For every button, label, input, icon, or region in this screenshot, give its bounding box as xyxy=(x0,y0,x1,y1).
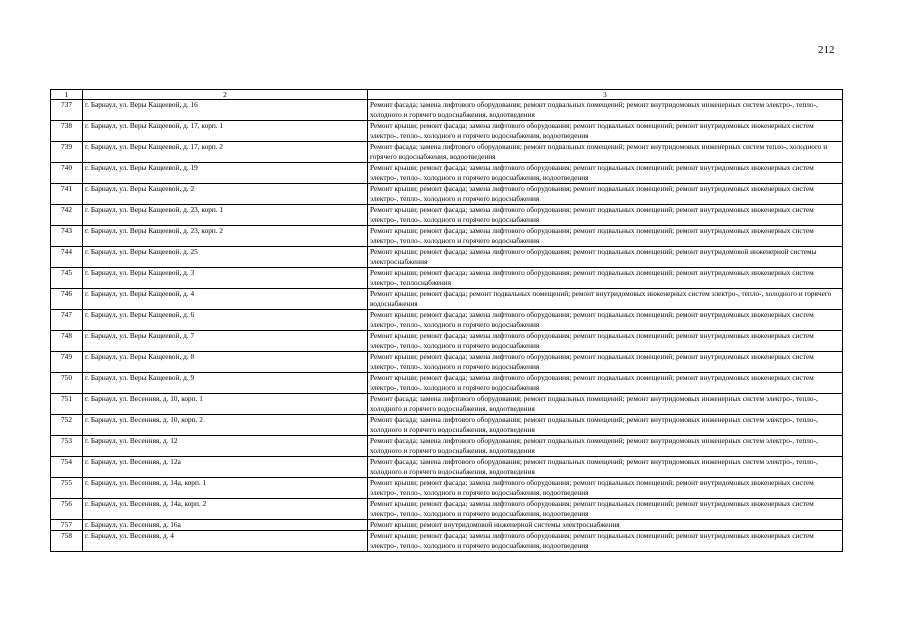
row-works: Ремонт крыши; ремонт фасада; замена лифтового оборудования; ремонт подвальных помещений; ремонт внутридомовых инженерных систем электро-, тепло-, холодного и горячего водоснабжения, водоотведения xyxy=(368,163,843,184)
table-row xyxy=(51,436,843,457)
row-works: Ремонт крыши; ремонт фасада; замена лифтового оборудования; ремонт подвальных помещений; ремонт внутридомовых инженерных систем электро-, тепло-, холодного и горячего водоснабжения, водоотведения xyxy=(368,531,843,552)
column-header: 1 xyxy=(51,90,83,100)
table-row xyxy=(51,121,843,142)
table-row xyxy=(51,226,843,247)
row-address: г. Барнаул, ул. Веры Кащеевой, д. 17, корп. 1 xyxy=(83,121,368,142)
row-works: Ремонт крыши; ремонт фасада; замена лифтового оборудования; ремонт подвальных помещений; ремонт внутридомовых инженерных систем электро-, теплоснабжения xyxy=(368,268,843,289)
row-address: г. Барнаул, ул. Весенняя, д. 12а xyxy=(83,457,368,478)
row-number: 742 xyxy=(51,205,83,226)
row-works: Ремонт крыши; ремонт фасада; замена лифтового оборудования; ремонт подвальных помещений; ремонт внутридомовых инженерных систем электро-, тепло-, холодного и горячего водоснабжения xyxy=(368,205,843,226)
row-works: Ремонт фасада; замена лифтового оборудования; ремонт подвальных помещений; ремонт внутридомовых инженерных систем электро-, тепло-, холодного и горячего водоснабжения, водоотведения xyxy=(368,394,843,415)
row-number: 745 xyxy=(51,268,83,289)
column-header: 2 xyxy=(83,90,368,100)
row-number: 758 xyxy=(51,531,83,552)
row-works: Ремонт крыши; ремонт фасада; замена лифтового оборудования; ремонт подвальных помещений; ремонт внутридомовых инженерных систем электро-, тепло-, холодного и горячего водоснабжения xyxy=(368,352,843,373)
table-row xyxy=(51,373,843,394)
page-number: 212 xyxy=(818,44,835,56)
row-address: г. Барнаул, ул. Веры Кащеевой, д. 3 xyxy=(83,268,368,289)
row-address: г. Барнаул, ул. Весенняя, д. 4 xyxy=(83,531,368,552)
row-number: 749 xyxy=(51,352,83,373)
row-number: 752 xyxy=(51,415,83,436)
row-address: г. Барнаул, ул. Веры Кащеевой, д. 16 xyxy=(83,100,368,121)
column-number-row xyxy=(51,90,843,100)
table-row xyxy=(51,100,843,121)
table-row xyxy=(51,247,843,268)
row-address: г. Барнаул, ул. Веры Кащеевой, д. 2 xyxy=(83,184,368,205)
row-works: Ремонт фасада; замена лифтового оборудования; ремонт подвальных помещений; ремонт внутридомовых инженерных систем электро-, тепло-, холодного и горячего водоснабжения, водоотведения xyxy=(368,457,843,478)
row-address: г. Барнаул, ул. Веры Кащеевой, д. 23, корп. 1 xyxy=(83,205,368,226)
row-address: г. Барнаул, ул. Весенняя, д. 10, корп. 2 xyxy=(83,415,368,436)
row-works: Ремонт фасада; замена лифтового оборудования; ремонт подвальных помещений; ремонт внутридомовых инженерных систем тепло-, холодного и горячего водоснабжения, водоотведения xyxy=(368,142,843,163)
table-row xyxy=(51,415,843,436)
row-number: 756 xyxy=(51,499,83,520)
row-works: Ремонт крыши; ремонт фасада; замена лифтового оборудования; ремонт подвальных помещений; ремонт внутридомовой инженерной системы электроснабжения xyxy=(368,247,843,268)
row-address: г. Барнаул, ул. Весенняя, д. 14а, корп. 2 xyxy=(83,499,368,520)
row-number: 740 xyxy=(51,163,83,184)
row-works: Ремонт фасада; замена лифтового оборудования; ремонт подвальных помещений; ремонт внутридомовых инженерных систем электро-, тепло-, холодного и горячего водоснабжения, водоотведения xyxy=(368,100,843,121)
row-address: г. Барнаул, ул. Веры Кащеевой, д. 8 xyxy=(83,352,368,373)
table-row xyxy=(51,394,843,415)
table-row xyxy=(51,520,843,531)
table-row xyxy=(51,184,843,205)
row-number: 741 xyxy=(51,184,83,205)
table-row xyxy=(51,499,843,520)
table-row xyxy=(51,142,843,163)
table-row xyxy=(51,310,843,331)
row-number: 753 xyxy=(51,436,83,457)
row-address: г. Барнаул, ул. Весенняя, д. 16а xyxy=(83,520,368,531)
row-address: г. Барнаул, ул. Весенняя, д. 14а, корп. 1 xyxy=(83,478,368,499)
row-address: г. Барнаул, ул. Веры Кащеевой, д. 7 xyxy=(83,331,368,352)
row-address: г. Барнаул, ул. Веры Кащеевой, д. 6 xyxy=(83,310,368,331)
row-number: 746 xyxy=(51,289,83,310)
row-number: 750 xyxy=(51,373,83,394)
table-row xyxy=(51,352,843,373)
row-works: Ремонт крыши; ремонт фасада; замена лифтового оборудования; ремонт подвальных помещений; ремонт внутридомовых инженерных систем электро-, тепло-, холодного и горячего водоснабжения xyxy=(368,226,843,247)
row-address: г. Барнаул, ул. Веры Кащеевой, д. 25 xyxy=(83,247,368,268)
row-works: Ремонт фасада; замена лифтового оборудования; ремонт подвальных помещений; ремонт внутридомовых инженерных систем электро-, тепло-, холодного и горячего водоснабжения, водоотведения xyxy=(368,436,843,457)
row-number: 743 xyxy=(51,226,83,247)
row-number: 754 xyxy=(51,457,83,478)
table-row xyxy=(51,268,843,289)
row-number: 755 xyxy=(51,478,83,499)
row-number: 744 xyxy=(51,247,83,268)
row-number: 739 xyxy=(51,142,83,163)
table-row xyxy=(51,289,843,310)
row-address: г. Барнаул, ул. Веры Кащеевой, д. 23, корп. 2 xyxy=(83,226,368,247)
row-address: г. Барнаул, ул. Веры Кащеевой, д. 9 xyxy=(83,373,368,394)
row-works: Ремонт крыши; ремонт фасада; замена лифтового оборудования; ремонт подвальных помещений; ремонт внутридомовых инженерных систем электро-, тепло-, холодного и горячего водоснабжения xyxy=(368,331,843,352)
row-number: 757 xyxy=(51,520,83,531)
row-number: 747 xyxy=(51,310,83,331)
row-works: Ремонт крыши; ремонт внутридомовой инженерной системы электроснабжения xyxy=(368,520,843,531)
row-address: г. Барнаул, ул. Веры Кащеевой, д. 19 xyxy=(83,163,368,184)
row-works: Ремонт фасада; замена лифтового оборудования; ремонт подвальных помещений; ремонт внутридомовых инженерных систем электро-, тепло-, холодного и горячего водоснабжения, водоотведения xyxy=(368,415,843,436)
row-works: Ремонт крыши; ремонт фасада; замена лифтового оборудования; ремонт подвальных помещений; ремонт внутридомовых инженерных систем электро-, тепло-, холодного и горячего водоснабжения, водоотведения xyxy=(368,499,843,520)
row-works: Ремонт крыши; ремонт фасада; замена лифтового оборудования; ремонт подвальных помещений; ремонт внутридомовых инженерных систем электро-, тепло-, холодного и горячего водоснабжения xyxy=(368,184,843,205)
row-works: Ремонт крыши; ремонт фасада; замена лифтового оборудования; ремонт подвальных помещений; ремонт внутридомовых инженерных систем электро-, тепло-, холодного и горячего водоснабжения xyxy=(368,373,843,394)
table-row xyxy=(51,478,843,499)
table-row xyxy=(51,531,843,552)
row-number: 751 xyxy=(51,394,83,415)
registry-table xyxy=(50,89,843,552)
row-works: Ремонт крыши; ремонт фасада; замена лифтового оборудования; ремонт подвальных помещений; ремонт внутридомовых инженерных систем электро-, тепло-, холодного и горячего водоснабжения xyxy=(368,310,843,331)
row-works: Ремонт крыши; ремонт фасада; замена лифтового оборудования; ремонт подвальных помещений; ремонт внутридомовых инженерных систем электро-, тепло-, холодного и горячего водоснабжения, водоотведения xyxy=(368,121,843,142)
table-row xyxy=(51,457,843,478)
column-header: 3 xyxy=(368,90,843,100)
row-number: 737 xyxy=(51,100,83,121)
table-row xyxy=(51,205,843,226)
table-row xyxy=(51,331,843,352)
row-works: Ремонт крыши; ремонт фасада; ремонт подвальных помещений; ремонт внутридомовых инженерных систем электро-, тепло-, холодного и горячего водоснабжения xyxy=(368,289,843,310)
row-address: г. Барнаул, ул. Веры Кащеевой, д. 4 xyxy=(83,289,368,310)
row-address: г. Барнаул, ул. Веры Кащеевой, д. 17, корп. 2 xyxy=(83,142,368,163)
row-address: г. Барнаул, ул. Весенняя, д. 12 xyxy=(83,436,368,457)
table-row xyxy=(51,163,843,184)
row-address: г. Барнаул, ул. Весенняя, д. 10, корп. 1 xyxy=(83,394,368,415)
row-number: 748 xyxy=(51,331,83,352)
row-number: 738 xyxy=(51,121,83,142)
row-works: Ремонт крыши; ремонт фасада; замена лифтового оборудования; ремонт подвальных помещений; ремонт внутридомовых инженерных систем электро-, тепло-, холодного и горячего водоснабжения, водоотведения xyxy=(368,478,843,499)
